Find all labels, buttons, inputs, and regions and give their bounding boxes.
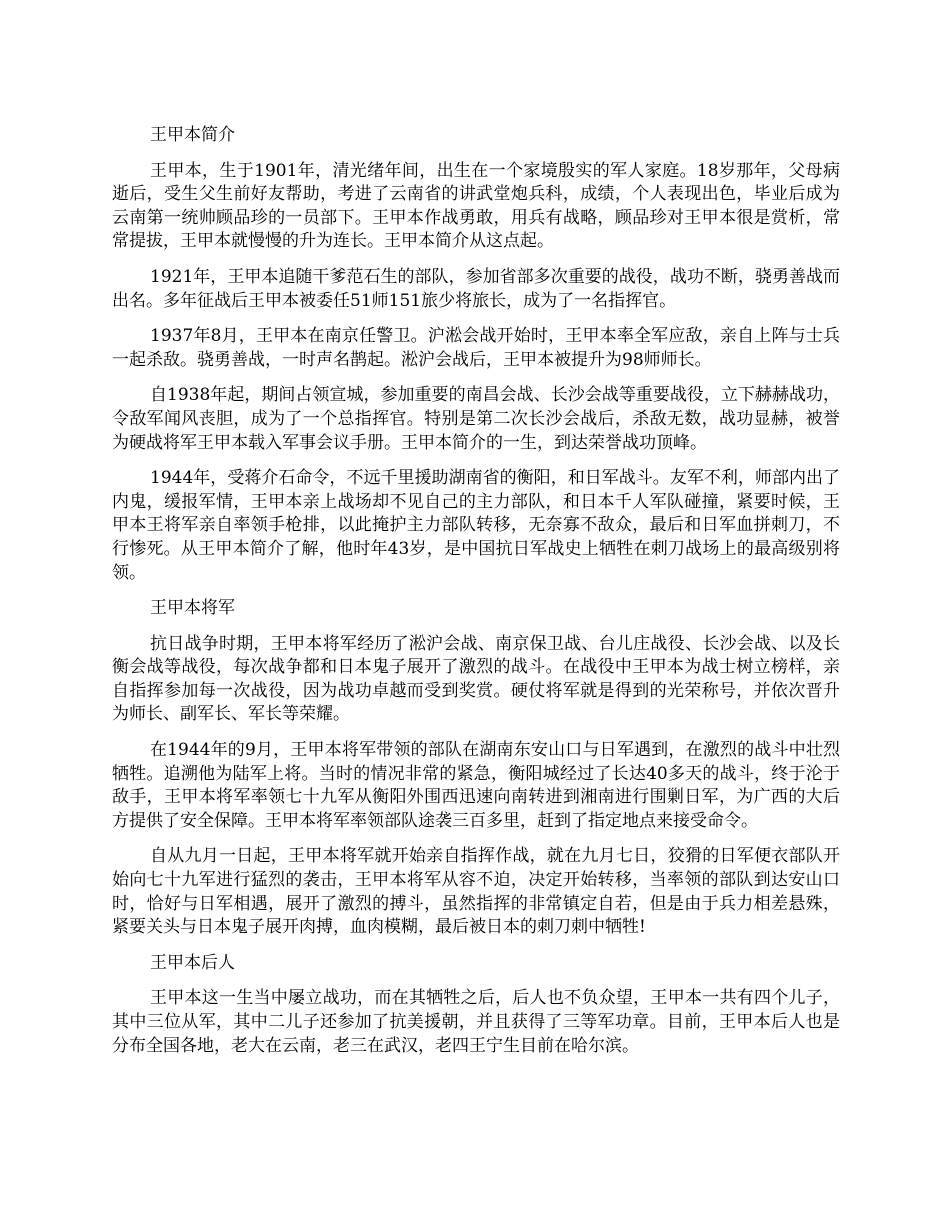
paragraph: 王甲本，生于1901年，清光绪年间，出生在一个家境殷实的军人家庭。18岁那年，父母病逝后，受生父生前好友帮助，考进了云南省的讲武堂炮兵科，成绩，个人表现出色，毕业后成为云南第一统帅顾品珍的一员部下。王甲本作战勇敢，用兵有战略，顾品珍对王甲本很是赏析，常常提拔，王甲本就慢慢的升为连长。王甲本简介从这点起。 [112,160,840,252]
paragraph: 王甲本这一生当中屡立战功，而在其牺牲之后，后人也不负众望，王甲本一共有四个儿子，其中三位从军，其中二儿子还参加了抗美援朝，并且获得了三等军功章。目前，王甲本后人也是分布全国各地，老大在云南，老三在武汉，老四王宁生目前在哈尔滨。 [112,988,840,1056]
paragraph: 在1944年的9月，王甲本将军带领的部队在湖南东安山口与日军遇到，在激烈的战斗中壮烈牺牲。追溯他为陆军上将。当时的情况非常的紧急，衡阳城经过了长达40多天的战斗，终于沦于敌手，王甲本将军率领七十九军从衡阳外围西迅速向南转进到湘南进行围剿日军，为广西的大后方提供了安全保障。王甲本将军率领部队途袭三百多里，赶到了指定地点来接受命令。 [112,740,840,831]
paragraph: 1921年，王甲本追随干爹范石生的部队，参加省部多次重要的战役，战功不断，骁勇善战而出名。多年征战后王甲本被委任51师151旅少将旅长，成为了一名指挥官。 [112,266,840,311]
document-body [112,124,840,1070]
section-heading: 王甲本将军 [150,598,235,619]
section-houren [112,952,840,1058]
paragraph: 1937年8月，王甲本在南京任警卫。沪淞会战开始时，王甲本率全军应敌，亲自上阵与士兵一起杀敌。骁勇善战，一时声名鹊起。淞沪会战后，王甲本被提升为98师师长。 [112,326,840,370]
section-jiangjun [112,597,840,940]
paragraph: 抗日战争时期，王甲本将军经历了淞沪会战、南京保卫战、台儿庄战役、长沙会战、以及长衡会战等战役，每次战争都和日本鬼子展开了激烈的战斗。在战役中王甲本为战士树立榜样，亲自指挥参加每一次战役，因为战功卓越而受到奖赏。硬仗将军就是得到的光荣称号，并依次晋升为师长、副军长、军长等荣耀。 [112,633,840,725]
paragraph: 自1938年起，期间占领宣城，参加重要的南昌会战、长沙会战等重要战役，立下赫赫战功，令敌军闻风丧胆，成为了一个总指挥官。特别是第二次长沙会战后，杀敌无数，战功显赫，被誉为硬战将军王甲本载入军事会议手册。王甲本简介的一生，到达荣誉战功顶峰。 [112,385,840,453]
paragraph: 自从九月一日起，王甲本将军就开始亲自指挥作战，就在九月七日，狡猾的日军便衣部队开始向七十九军进行猛烈的袭击，王甲本将军从容不迫，决定开始转移，当率领的部队到达安山口时，恰好与日军相遇，展开了激烈的搏斗，虽然指挥的非常镇定自若，但是由于兵力相差悬殊，紧要关头与日本鬼子展开肉搏，血肉模糊，最后被日本的刺刀刺中牺牲! [112,846,840,938]
section-jianjie [112,124,840,585]
section-heading: 王甲本简介 [150,125,235,145]
section-heading: 王甲本后人 [150,952,235,973]
paragraph: 1944年，受蒋介石命令，不远千里援助湖南省的衡阳，和日军战斗。友军不利，师部内出了内鬼，缓报军情，王甲本亲上战场却不见自己的主力部队，和日本千人军队碰撞，紧要时候，王甲本王将军亲自率领手枪排，以此掩护主力部队转移，无奈寡不敌众，最后和日军血拼刺刀，不行惨死。从王甲本简介了解，他时年43岁，是中国抗日军战史上牺牲在刺刀战场上的最高级别将领。 [112,468,840,583]
